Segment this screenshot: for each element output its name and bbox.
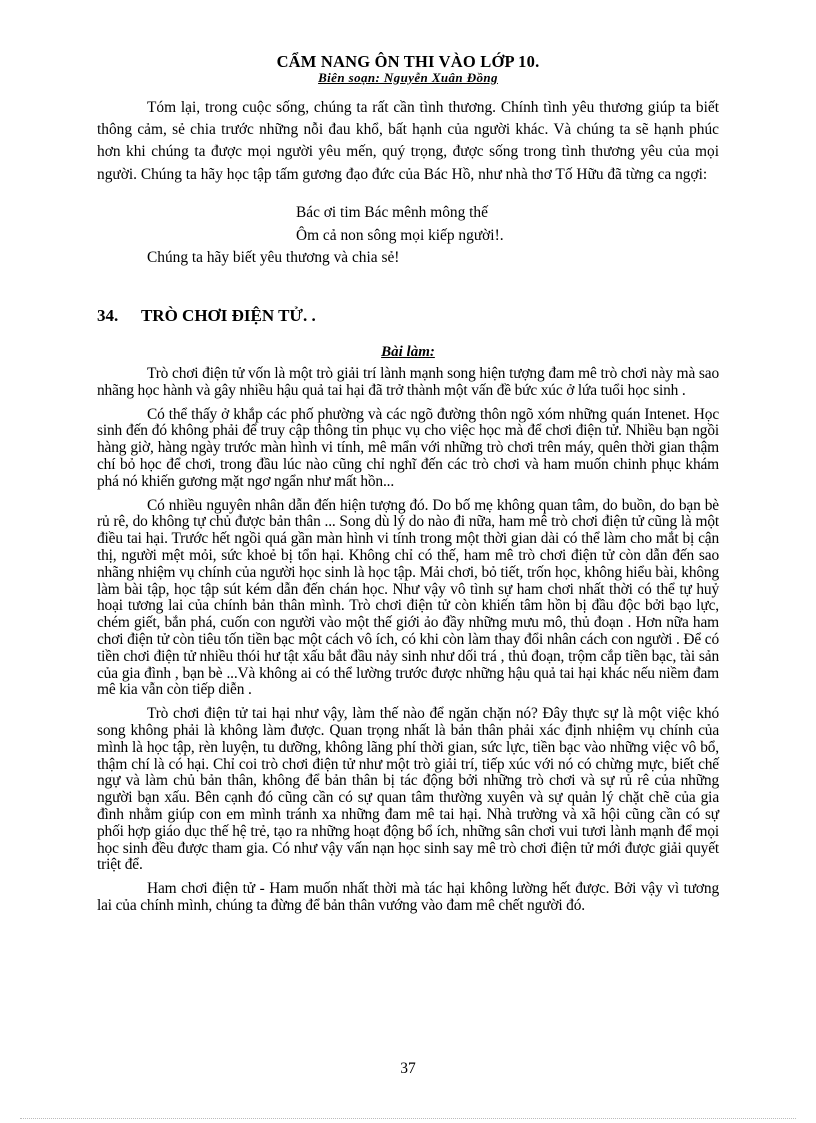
essay-paragraph: Có nhiều nguyên nhân dẫn đến hiện tượng đó. Do bố mẹ không quan tâm, do buồn, do bạn bè rủ rê, do không tự chủ được bản thân ... Song dù lý do nào đi nữa, ham mê trò chơi điện tử cũng là một điều tai hại. Trước hết ngồi quá gần màn hình vi tính trong một thời gian dài có thể làm cho mắt bị cận thị, người mệt mỏi, sức khoẻ bị tổn hại. Không chỉ có thế, ham mê trò chơi điện tử còn dẫn đến sao nhãng nhiệm vụ chính của người học sinh là học tập. Mải chơi, bỏ tiết, trốn học, không hiểu bài, không làm bài tập, học tập sút kém dẫn đến chán học. Như vậy vô tình sự ham chơi nhất thời có thể tự huỷ hoại tương lai của chính bản thân mình. Trò chơi điện tử còn khiến tâm hồn bị đầu độc bởi bạo lực, chém giết, bắn phá, cuốn con người vào một thế giới ảo đầy những mưu mô, thủ đoạn . Hơn nữa ham chơi điện tử còn tiêu tốn tiền bạc một cách vô ích, có khi còn làm thay đổi nhân cách con người . Để có tiền chơi điện tử nhiều thói hư tật xấu bắt đầu nảy sinh như dối trá , thủ đoạn, trộm cắp tiền bạc, tài sản của gia đình , bạn bè ...Và không ai có thể lường trước được những hậu quả tai hại khác nếu niềm đam mê kia vẫn còn tiếp diễn .: [97, 496, 719, 699]
poem: [296, 202, 504, 247]
essay-paragraph: Ham chơi điện tử - Ham muốn nhất thời mà tác hại không lường hết được. Bởi vậy vì tương lai của chính mình, chúng ta đừng để bản thân vướng vào đam mê chết người đó.: [97, 880, 719, 914]
section-title: TRÒ CHƠI ĐIỆN TỬ. .: [140, 306, 316, 325]
essay-body: [97, 366, 719, 922]
poem-line: Bác ơi tim Bác mênh mông thế: [296, 204, 488, 221]
page-number: 37: [400, 1060, 416, 1077]
intro-paragraph: Tóm lại, trong cuộc sống, chúng ta rất cần tình thương. Chính tình yêu thương giúp ta biết thông cảm, sẻ chia trước những nỗi đau khổ, bất hạnh của người khác. Và chúng ta sẽ hạnh phúc hơn khi chúng ta được mọi người yêu mến, quý trọng, được sống trong tình thương yêu của mọi người. Chúng ta hãy học tập tấm gương đạo đức của Bác Hồ, như nhà thơ Tố Hữu đã từng ca ngợi:: [97, 99, 719, 183]
section-number: 34.: [97, 306, 119, 325]
closing-paragraph: Chúng ta hãy biết yêu thương và chia sẻ!: [147, 249, 400, 266]
header-author: Biên soạn: Nguyễn Xuân Đồng: [318, 70, 498, 85]
header-title: CẨM NANG ÔN THI VÀO LỚP 10.: [276, 52, 540, 71]
essay-paragraph: Trò chơi điện tử tai hại như vậy, làm thế nào để ngăn chặn nó? Đây thực sự là một việc khó song không phải là không làm được. Quan trọng nhất là bản thân phải xác định nhiệm vụ chính của mình là học tập, rèn luyện, tu dưỡng, không lãng phí thời gian, sức lực, tiền bạc vào những việc vô bổ, thậm chí là có hại. Chỉ coi trò chơi điện tử như một trò giải trí, tiếp xúc với nó có chừng mực, biết chế ngự và làm chủ bản thân, không để bản thân bị tác động bởi những trò chơi và sự rủ rê của những người bạn xấu. Bên cạnh đó cũng cần có sự quan tâm thường xuyên và sự quản lý chặt chẽ của gia đình nhằm giúp con em mình tránh xa những đam mê tai hại. Nhà trường và xã hội cũng cần có sự phối hợp giáo dục thế hệ trẻ, tạo ra những hoạt động bổ ích, những sân chơi vui tươi lành mạnh để mọi học sinh đều được tham gia. Có như vậy vấn nạn học sinh say mê trò chơi điện tử mới được giải quyết triệt để.: [97, 705, 719, 874]
essay-paragraph: Trò chơi điện tử vốn là một trò giải trí lành mạnh song hiện tượng đam mê trò chơi này mà sao nhãng học hành và gây nhiều hậu quả tai hại đã trở thành một vấn đề bức xúc ở lứa tuổi học sinh .: [97, 365, 719, 399]
bai-lam-heading: Bài làm:: [381, 344, 435, 360]
section-heading: [97, 306, 316, 326]
essay-paragraph: Có thể thấy ở khắp các phố phường và các ngõ đường thôn ngõ xóm những quán Intenet. Học sinh đến đó không phải để truy cập thông tin phục vụ cho việc học mà để chơi điện tử. Nhiều bạn ngồi hàng giờ, hàng ngày trước màn hình vi tính, mê mẩn với những trò chơi trên máy, quên thời gian thậm chí bỏ học để chơi, trong đầu lúc nào cũng chỉ nghĩ đến các trò chơi và ham muốn chinh phục khám phá nó khiến gương mặt ngơ ngẩn như mất hồn...: [97, 405, 719, 490]
poem-line: Ôm cả non sông mọi kiếp người!.: [296, 226, 504, 244]
page-divider: [20, 1118, 796, 1119]
